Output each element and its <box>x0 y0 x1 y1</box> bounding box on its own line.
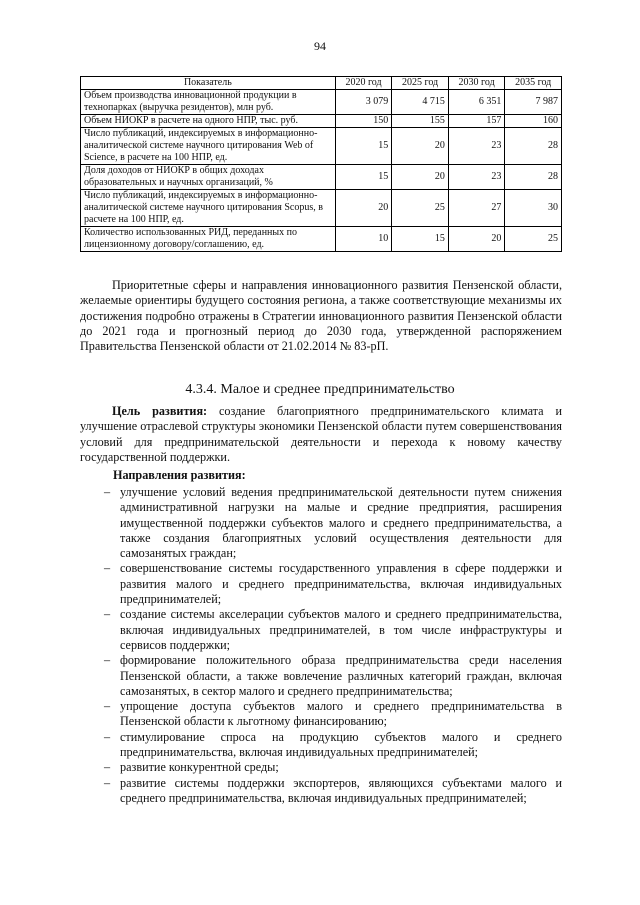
priority-paragraph: Приоритетные сферы и направления инновационного развития Пензенской области, желаемые ориентиры будущего состояния региона, а также соответствующие механизмы их достижения подробно отражены в Стратегии инновационного развития Пензенской области до 2021 года и прогнозный период до 2030 года, утвержденной распоряжением Правительства Пензенской области от 21.02.2014 № 83-рП. <box>80 278 562 354</box>
goal-text: создание благоприятного предпринимательского климата и улучшение отраслевой структуры экономики Пензенской области путем совершенствования условий для предпринимательской деятельности и перехода к новому качеству государственной поддержки. <box>80 404 562 464</box>
table-row <box>81 115 562 128</box>
dash-bullet: – <box>104 561 111 576</box>
table-cell-value: 27 <box>448 190 505 227</box>
table-cell-value: 28 <box>505 128 562 165</box>
table-cell-value: 15 <box>335 128 392 165</box>
list-item-text: создание системы акселерации субъектов малого и среднего предпринимательства, включая индивидуальных предпринимателей, в том числе инфраструктуры и сервисов поддержки; <box>120 607 562 652</box>
table-cell-label: Число публикаций, индексируемых в информационно-аналитической системе научного цитирования Scopus, в расчете на 100 НПР, ед. <box>81 190 336 227</box>
goal-paragraph <box>80 404 562 465</box>
column-header: 2030 год <box>448 77 505 90</box>
list-item <box>104 760 562 775</box>
list-item <box>104 561 562 607</box>
list-item <box>104 730 562 761</box>
table-cell-value: 20 <box>392 128 449 165</box>
table-cell-label: Доля доходов от НИОКР в общих доходах образовательных и научных организаций, % <box>81 165 336 190</box>
table-row <box>81 90 562 115</box>
dash-bullet: – <box>104 699 111 714</box>
table-cell-label: Количество использованных РИД, переданных по лицензионному договору/соглашению, ед. <box>81 227 336 252</box>
table-cell-value: 7 987 <box>505 90 562 115</box>
table-cell-label: Число публикаций, индексируемых в информационно-аналитической системе научного цитирования Web of Science, в расчете на 100 НПР, ед. <box>81 128 336 165</box>
table-cell-value: 20 <box>392 165 449 190</box>
list-item <box>104 776 562 807</box>
list-item <box>104 653 562 699</box>
list-item-text: формирование положительного образа предпринимательства среди населения Пензенской области, а также вовлечение различных категорий граждан, включая самозанятых, в сектор малого и среднего предпринимательства; <box>120 653 562 698</box>
column-header: 2035 год <box>505 77 562 90</box>
indicators-table <box>80 76 562 252</box>
table-cell-label: Объем производства инновационной продукции в технопарках (выручка резидентов), млн руб. <box>81 90 336 115</box>
list-item <box>104 699 562 730</box>
table-cell-value: 10 <box>335 227 392 252</box>
table-cell-value: 155 <box>392 115 449 128</box>
table-header-row <box>81 77 562 90</box>
table-cell-value: 160 <box>505 115 562 128</box>
section-heading: 4.3.4. Малое и среднее предпринимательство <box>185 382 455 397</box>
table-row <box>81 165 562 190</box>
list-item <box>104 607 562 653</box>
list-item-text: улучшение условий ведения предпринимательской деятельности путем снижения административной нагрузки на малые и средние предприятия, расширения имущественной поддержки субъектов малого и среднего предпринимательства, а также создания благоприятных условий осуществления деятельности для самозанятых граждан; <box>120 485 562 561</box>
table-cell-value: 6 351 <box>448 90 505 115</box>
table-cell-value: 3 079 <box>335 90 392 115</box>
column-header: Показатель <box>81 77 336 90</box>
table-cell-value: 25 <box>505 227 562 252</box>
table-cell-value: 25 <box>392 190 449 227</box>
table-row <box>81 227 562 252</box>
dash-bullet: – <box>104 729 111 744</box>
column-header: 2020 год <box>335 77 392 90</box>
column-header: 2025 год <box>392 77 449 90</box>
list-item-text: совершенствование системы государственного управления в сфере поддержки и развития малого и среднего предпринимательства, включая индивидуальных предпринимателей; <box>120 561 562 607</box>
dash-bullet: – <box>104 607 111 622</box>
list-item <box>104 485 562 561</box>
table-cell-label: Объем НИОКР в расчете на одного НПР, тыс. руб. <box>81 115 336 128</box>
goal-label: Цель развития: <box>112 404 208 418</box>
table-cell-value: 4 715 <box>392 90 449 115</box>
dash-bullet: – <box>104 485 111 499</box>
dash-bullet: – <box>104 653 111 668</box>
directions-list <box>104 485 562 806</box>
table-cell-value: 150 <box>335 115 392 128</box>
table-cell-value: 15 <box>392 227 449 252</box>
list-item-text: упрощение доступа субъектов малого и среднего предпринимательства в Пензенской области к льготному финансированию; <box>120 699 562 729</box>
table-row <box>81 128 562 165</box>
table-row <box>81 190 562 227</box>
table-cell-value: 30 <box>505 190 562 227</box>
table-cell-value: 23 <box>448 165 505 190</box>
table-cell-value: 23 <box>448 128 505 165</box>
table-cell-value: 15 <box>335 165 392 190</box>
directions-heading: Направления развития: <box>113 468 246 482</box>
list-item-text: стимулирование спроса на продукцию субъектов малого и среднего предпринимательства, включая индивидуальных предпринимателей; <box>120 729 562 760</box>
page-number: 94 <box>314 39 326 53</box>
table-cell-value: 20 <box>335 190 392 227</box>
dash-bullet: – <box>104 775 111 790</box>
table-cell-value: 157 <box>448 115 505 128</box>
table-cell-value: 28 <box>505 165 562 190</box>
list-item-text: развитие конкурентной среды; <box>120 760 279 775</box>
dash-bullet: – <box>104 760 111 775</box>
list-item-text: развитие системы поддержки экспортеров, являющихся субъектами малого и среднего предпринимательства, включая индивидуальных предпринимателей; <box>120 775 562 805</box>
table-cell-value: 20 <box>448 227 505 252</box>
